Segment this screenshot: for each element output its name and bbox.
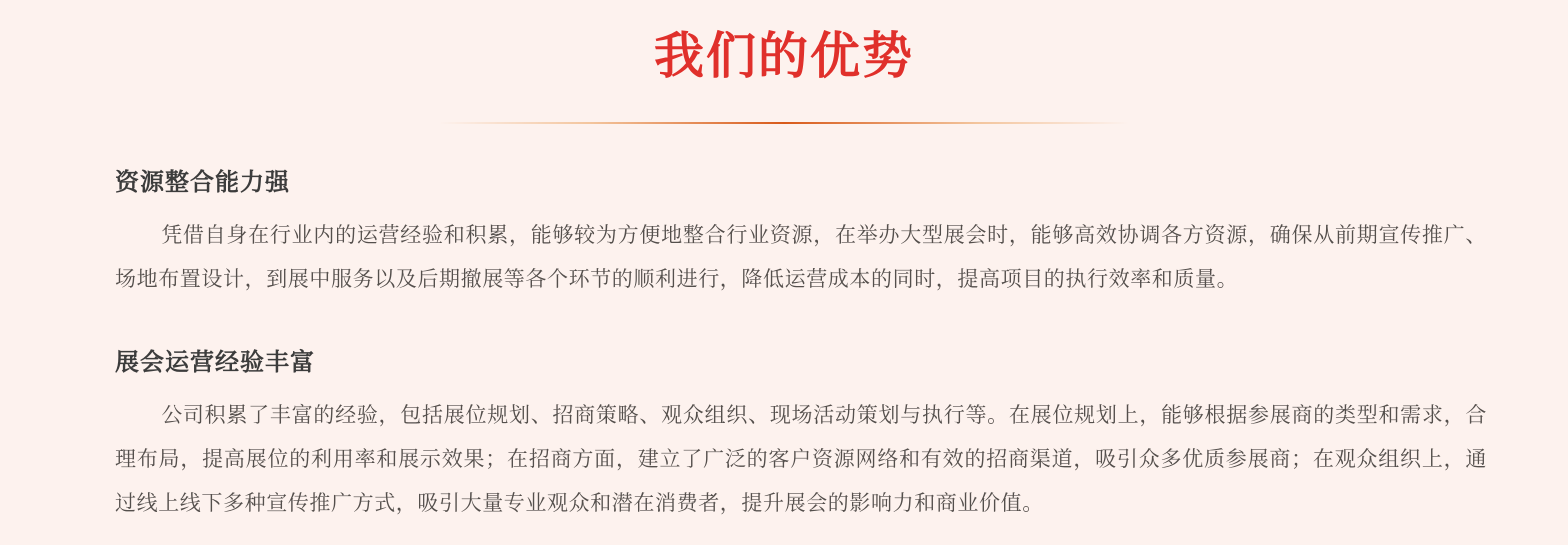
page-title: 我们的优势 [654, 28, 914, 84]
advantages-content [115, 168, 1487, 526]
advantage-body-resource-integration: 凭借自身在行业内的运营经验和积累，能够较为方便地整合行业资源，在举办大型展会时，能够高效协调各方资源，确保从前期宣传推广、场地布置设计，到展中服务以及后期撤展等各个环节的顺利进行，降低运营成本的同时，提高项目的执行效率和质量。 [115, 224, 1487, 291]
title-divider [439, 122, 1129, 124]
advantage-body-operation-experience: 公司积累了丰富的经验，包括展位规划、招商策略、观众组织、现场活动策划与执行等。在展位规划上，能够根据参展商的类型和需求，合理布局，提高展位的利用率和展示效果；在招商方面，建立了广泛的客户资源网络和有效的招商渠道，吸引众多优质参展商；在观众组织上，通过线上线下多种宣传推广方式，吸引大量专业观众和潜在消费者，提升展会的影响力和商业价值。 [115, 404, 1487, 515]
advantage-heading-operation-experience: 展会运营经验丰富 [115, 349, 315, 376]
advantage-heading-resource-integration: 资源整合能力强 [115, 169, 290, 196]
